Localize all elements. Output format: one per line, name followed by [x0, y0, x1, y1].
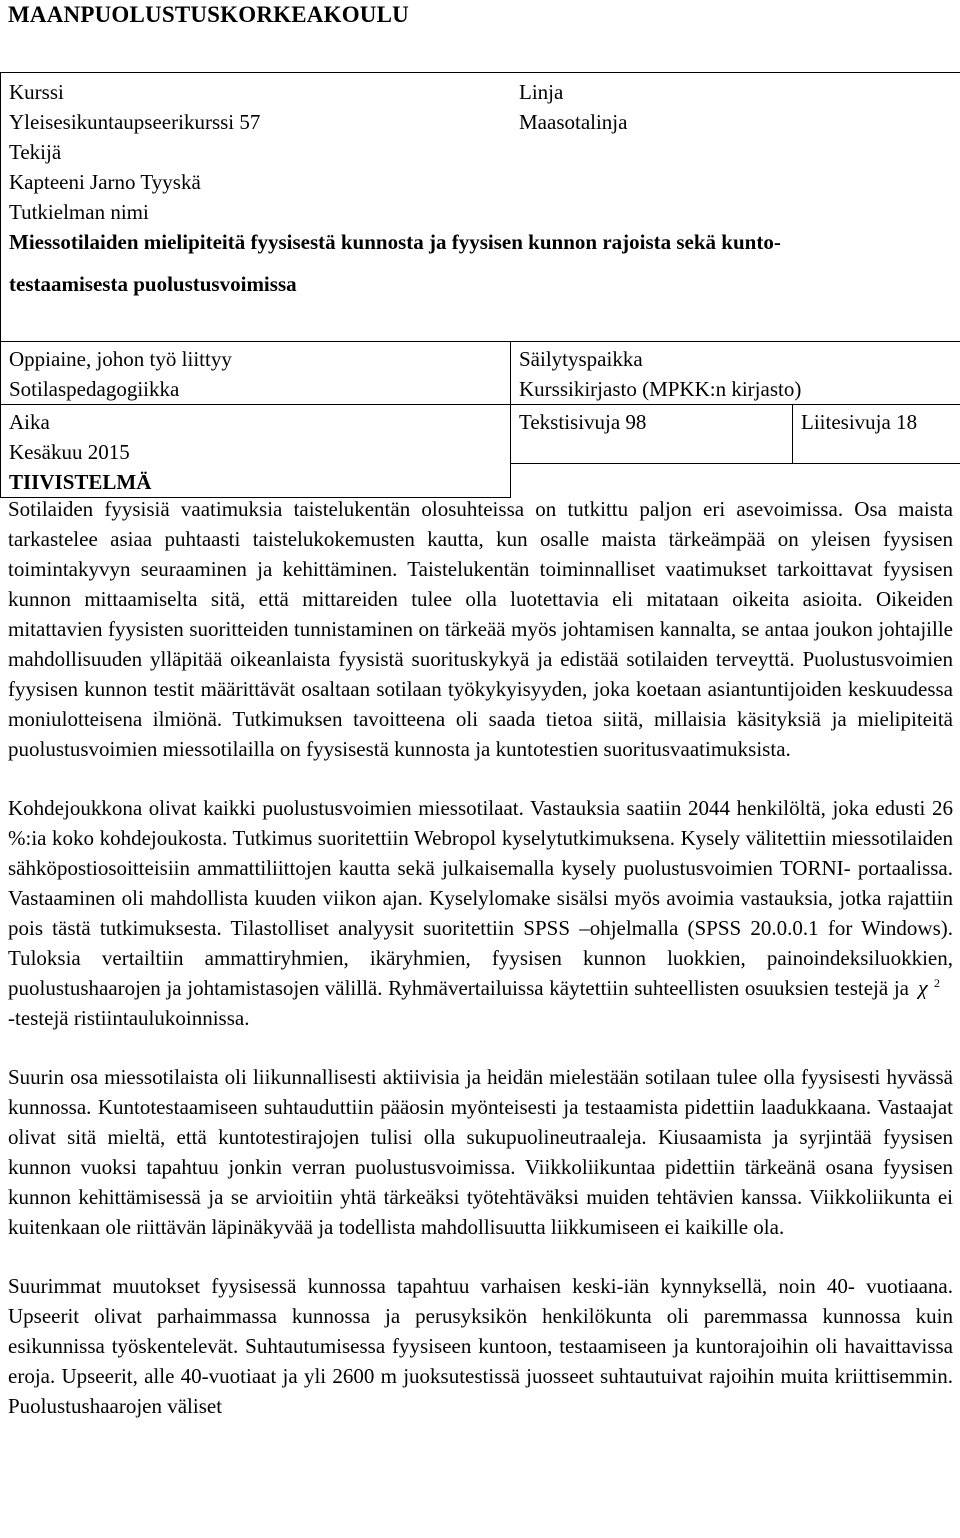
storage-label: Säilytyspaikka [519, 347, 643, 371]
abstract-paragraph-1: Sotilaiden fyysisiä vaatimuksia taistelukentän olosuhteissa on tutkittu paljon eri asevoimissa. Osa maista tarkastelee asiaa puhtaasti taistelukokemusten kautta, kun osalle maista tärkeämpää on yleisen fyysisen toimintakyvyn seuraaminen ja kehittäminen. Taistelukentän toiminnalliset vaatimukset tarkoittavat fyysisen kunnon mittaamiselta sitä, että mittareiden tulee olla luotettavia eli mitataan oikeita asioita. Oikeiden mitattavien fyysisten suoritteiden tunnistaminen on tärkeää myös johtamisen kannalta, se antaa joukon johtajille mahdollisuuden ylläpitää oikeanlaista fyysistä suorituskykyä ja edistää sotilaiden terveyttä. Puolustusvoimien fyysisen kunnon testit määrittävät osaltaan sotilaan työkykyisyyden, joka koetaan asiantuntijoiden keskuudessa moniulotteisena ilmiönä. Tutkimuksen tavoitteena oli saada tietoa siitä, millaisia käsityksiä ja mielipiteitä puolustusvoimien miessotilailla on fyysisestä kunnosta ja kuntotestien suoritusvaatimuksista. [8, 497, 953, 761]
abstract-body [8, 494, 953, 1450]
subject-label: Oppiaine, johon työ liittyy [9, 347, 232, 371]
chi-squared-symbol-icon [917, 977, 947, 999]
thesis-label: Tutkielman nimi [9, 200, 149, 224]
empty-cell [511, 463, 960, 497]
course-value: Yleisesikuntaupseerikurssi 57 [9, 110, 261, 134]
top-info-cell [1, 73, 960, 342]
time-value: Kesäkuu 2015 [9, 440, 130, 464]
storage-cell [511, 342, 960, 405]
author-label: Tekijä [9, 140, 62, 164]
line-value: Maasotalinja [519, 110, 628, 134]
abstract-paragraph-2-text: Kohdejoukkona olivat kaikki puolustusvoimien miessotilaat. Vastauksia saatiin 2044 henkilöltä, joka edusti 26 %:ia koko kohdejoukosta. Tutkimus suoritettiin Webropol kyselytutkimuksena. Kysely välitettiin miessotilaiden sähköpostiosoitteisiin ammattiliittojen kautta sekä julkaisemalla kysely puolustusvoimien TORNI- portaalissa. Vastaaminen oli mahdollista kuuden viikon ajan. Kyselylomake sisälsi myös avoimia vastauksia, jotka rajattiin pois tästä tutkimuksesta. Tilastolliset analyysit suoritettiin SPSS –ohjelmalla (SPSS 20.0.0.1 for Windows). Tuloksia vertailtiin ammattiryhmien, ikäryhmien, fyysisen kunnon luokkien, painoindeksiluokkien, puolustushaarojen ja johtamistasojen välillä. Ryhmävertailuissa käytettiin suhteellisten osuuksien testejä ja [8, 796, 953, 1000]
thesis-title-line1: Miessotilaiden mielipiteitä fyysisestä kunnosta ja fyysisen kunnon rajoista sekä kunto- [9, 230, 781, 254]
time-cell [1, 405, 511, 498]
author-value: Kapteeni Jarno Tyyskä [9, 170, 201, 194]
storage-value: Kurssikirjasto (MPKK:n kirjasto) [519, 377, 802, 401]
svg-text:2: 2 [934, 977, 940, 990]
text-pages-cell [511, 405, 793, 464]
abstract-paragraph-4: Suurimmat muutokset fyysisessä kunnossa tapahtuu varhaisen keski-iän kynnyksellä, noin 40- vuotiaana. Upseerit olivat parhaimmassa kunnossa ja perusyksikön henkilökunta oli paremmassa kunnossa kuin esikunnissa työskentelevät. Suhtautumisessa fyysiseen kuntoon, testaamiseen ja kuntorajoihin oli havaittavissa eroja. Upseerit, alle 40-vuotiaat ja yli 2600 m juoksutestissä juosseet suhtautuivat rajoihin muita kriittisemmin. Puolustushaarojen väliset [8, 1274, 953, 1418]
thesis-title [9, 227, 781, 300]
thesis-title-line2: testaamisesta puolustusvoimissa [9, 272, 297, 296]
abstract-paragraph-2 [8, 793, 953, 1033]
thesis-info-table [0, 72, 960, 498]
course-label: Kurssi [9, 80, 64, 104]
appendix-pages: Liitesivuja 18 [801, 410, 918, 434]
abstract-paragraph-2-tail: -testejä ristiintaulukoinnissa. [8, 1006, 250, 1030]
appendix-pages-cell [793, 405, 960, 464]
abstract-paragraph-3: Suurin osa miessotilaista oli liikunnallisesti aktiivisia ja heidän mielestään sotilaan tulee olla fyysisesti hyvässä kunnossa. Kuntotestaamiseen suhtauduttiin pääosin myönteisesti ja testaamista pidettiin laadukkaana. Vastaajat olivat sitä mieltä, että kuntotestirajojen tulisi olla sukupuolineutraaleja. Kiusaamista ja syrjintää fyysisen kunnon vuoksi tapahtuu jonkin verran puolustusvoimissa. Viikkoliikuntaa pidettiin tärkeänä osana fyysisen kunnon kehittämisessä ja se arvioitiin yhtä tärkeäksi työtehtäväksi muiden tehtävien kanssa. Viikkoliikunta ei kuitenkaan ole riittävän läpinäkyvää ja todellista mahdollisuutta liikkumiseen ei kaikille ola. [8, 1065, 953, 1239]
line-label: Linja [519, 80, 564, 104]
summary-heading: TIIVISTELMÄ [9, 470, 152, 494]
svg-text:χ: χ [918, 977, 928, 999]
subject-cell [1, 342, 511, 405]
text-pages: Tekstisivuja 98 [519, 410, 647, 434]
time-label: Aika [9, 410, 50, 434]
subject-value: Sotilaspedagogiikka [9, 377, 180, 401]
institution-header: MAANPUOLUSTUSKORKEAKOULU [8, 2, 409, 27]
